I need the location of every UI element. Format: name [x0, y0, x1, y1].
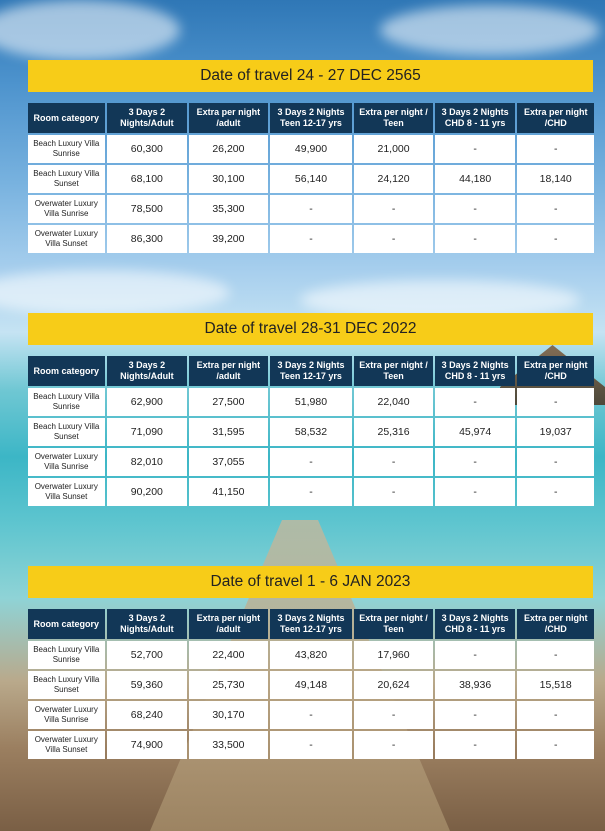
rate-table	[26, 101, 596, 255]
price-cell: -	[270, 448, 353, 476]
price-cell: 39,200	[189, 225, 268, 253]
price-cell: -	[517, 388, 594, 416]
price-cell: 52,700	[107, 641, 188, 669]
column-header: Room category	[28, 356, 105, 386]
room-category-cell: Overwater Luxury Villa Sunrise	[28, 195, 105, 223]
price-cell: 68,240	[107, 701, 188, 729]
price-cell: 25,730	[189, 671, 268, 699]
price-cell: 24,120	[354, 165, 433, 193]
column-header: Room category	[28, 103, 105, 133]
room-category-cell: Beach Luxury Villa Sunset	[28, 418, 105, 446]
price-cell: 60,300	[107, 135, 188, 163]
table-header-row	[28, 356, 594, 386]
column-header: Extra per night / Teen	[354, 356, 433, 386]
section-title: Date of travel 24 - 27 DEC 2565	[200, 67, 421, 84]
price-cell: 19,037	[517, 418, 594, 446]
room-category-cell: Overwater Luxury Villa Sunrise	[28, 448, 105, 476]
column-header: Extra per night / Teen	[354, 103, 433, 133]
room-category-cell: Overwater Luxury Villa Sunrise	[28, 701, 105, 729]
price-cell: 27,500	[189, 388, 268, 416]
price-cell: -	[435, 135, 516, 163]
rate-table	[26, 607, 596, 761]
price-cell: -	[435, 731, 516, 759]
price-cell: -	[517, 225, 594, 253]
column-header: Extra per night /CHD	[517, 356, 594, 386]
section-title: Date of travel 1 - 6 JAN 2023	[210, 573, 411, 590]
price-cell: -	[270, 701, 353, 729]
price-cell: -	[270, 478, 353, 506]
price-cell: 18,140	[517, 165, 594, 193]
price-cell: 22,400	[189, 641, 268, 669]
price-cell: -	[517, 448, 594, 476]
price-cell: -	[354, 478, 433, 506]
price-cell: -	[517, 135, 594, 163]
table-row	[28, 448, 594, 476]
price-cell: 41,150	[189, 478, 268, 506]
table-header-row	[28, 103, 594, 133]
price-cell: -	[270, 195, 353, 223]
price-cell: 35,300	[189, 195, 268, 223]
price-cell: -	[270, 225, 353, 253]
price-cell: 44,180	[435, 165, 516, 193]
table-row	[28, 731, 594, 759]
column-header: Room category	[28, 609, 105, 639]
price-cell: 49,900	[270, 135, 353, 163]
price-cell: 71,090	[107, 418, 188, 446]
price-cell: 58,532	[270, 418, 353, 446]
room-category-cell: Beach Luxury Villa Sunset	[28, 671, 105, 699]
price-cell: 38,936	[435, 671, 516, 699]
price-cell: 30,170	[189, 701, 268, 729]
table-row	[28, 388, 594, 416]
column-header: Extra per night /CHD	[517, 609, 594, 639]
price-cell: 22,040	[354, 388, 433, 416]
price-cell: 26,200	[189, 135, 268, 163]
price-cell: -	[435, 641, 516, 669]
column-header: Extra per night /adult	[189, 103, 268, 133]
price-cell: 45,974	[435, 418, 516, 446]
price-cell: -	[435, 195, 516, 223]
cloud-decoration	[380, 5, 600, 55]
price-cell: 86,300	[107, 225, 188, 253]
table-row	[28, 418, 594, 446]
price-cell: 25,316	[354, 418, 433, 446]
price-cell: 90,200	[107, 478, 188, 506]
price-cell: -	[270, 731, 353, 759]
price-cell: -	[435, 225, 516, 253]
price-cell: -	[354, 448, 433, 476]
column-header: Extra per night /adult	[189, 356, 268, 386]
column-header: Extra per night /adult	[189, 609, 268, 639]
price-cell: -	[354, 225, 433, 253]
price-cell: 51,980	[270, 388, 353, 416]
price-cell: -	[435, 388, 516, 416]
price-cell: 78,500	[107, 195, 188, 223]
table-row	[28, 195, 594, 223]
price-cell: -	[435, 701, 516, 729]
price-cell: 17,960	[354, 641, 433, 669]
price-cell: 43,820	[270, 641, 353, 669]
table-header-row	[28, 609, 594, 639]
price-cell: -	[517, 478, 594, 506]
price-cell: -	[517, 195, 594, 223]
column-header: 3 Days 2 Nights Teen 12-17 yrs	[270, 103, 353, 133]
price-cell: 15,518	[517, 671, 594, 699]
price-cell: 49,148	[270, 671, 353, 699]
room-category-cell: Beach Luxury Villa Sunset	[28, 165, 105, 193]
column-header: 3 Days 2 Nights CHD 8 - 11 yrs	[435, 609, 516, 639]
price-cell: 82,010	[107, 448, 188, 476]
table-row	[28, 671, 594, 699]
price-cell: -	[517, 701, 594, 729]
section-title-banner	[28, 566, 593, 598]
table-row	[28, 701, 594, 729]
price-cell: -	[354, 701, 433, 729]
price-cell: -	[435, 478, 516, 506]
table-row	[28, 135, 594, 163]
price-cell: 59,360	[107, 671, 188, 699]
room-category-cell: Overwater Luxury Villa Sunset	[28, 225, 105, 253]
price-cell: 68,100	[107, 165, 188, 193]
price-cell: -	[517, 731, 594, 759]
table-row	[28, 165, 594, 193]
section-title: Date of travel 28-31 DEC 2022	[204, 320, 417, 337]
column-header: 3 Days 2 Nights CHD 8 - 11 yrs	[435, 103, 516, 133]
column-header: 3 Days 2 Nights Teen 12-17 yrs	[270, 609, 353, 639]
room-category-cell: Overwater Luxury Villa Sunset	[28, 478, 105, 506]
price-cell: 21,000	[354, 135, 433, 163]
price-cell: 56,140	[270, 165, 353, 193]
price-cell: 74,900	[107, 731, 188, 759]
section-title-banner	[28, 313, 593, 345]
price-cell: 31,595	[189, 418, 268, 446]
price-cell: -	[435, 448, 516, 476]
room-category-cell: Beach Luxury Villa Sunrise	[28, 388, 105, 416]
column-header: 3 Days 2 Nights/Adult	[107, 609, 188, 639]
table-row	[28, 225, 594, 253]
section-title-banner	[28, 60, 593, 92]
room-category-cell: Beach Luxury Villa Sunrise	[28, 135, 105, 163]
column-header: 3 Days 2 Nights/Adult	[107, 356, 188, 386]
price-cell: 20,624	[354, 671, 433, 699]
price-cell: 33,500	[189, 731, 268, 759]
rate-table	[26, 354, 596, 508]
room-category-cell: Beach Luxury Villa Sunrise	[28, 641, 105, 669]
price-cell: -	[517, 641, 594, 669]
price-cell: 62,900	[107, 388, 188, 416]
table-row	[28, 641, 594, 669]
price-cell: -	[354, 731, 433, 759]
column-header: Extra per night /CHD	[517, 103, 594, 133]
price-cell: 37,055	[189, 448, 268, 476]
price-cell: -	[354, 195, 433, 223]
room-category-cell: Overwater Luxury Villa Sunset	[28, 731, 105, 759]
price-cell: 30,100	[189, 165, 268, 193]
column-header: 3 Days 2 Nights Teen 12-17 yrs	[270, 356, 353, 386]
table-row	[28, 478, 594, 506]
column-header: Extra per night / Teen	[354, 609, 433, 639]
column-header: 3 Days 2 Nights/Adult	[107, 103, 188, 133]
column-header: 3 Days 2 Nights CHD 8 - 11 yrs	[435, 356, 516, 386]
